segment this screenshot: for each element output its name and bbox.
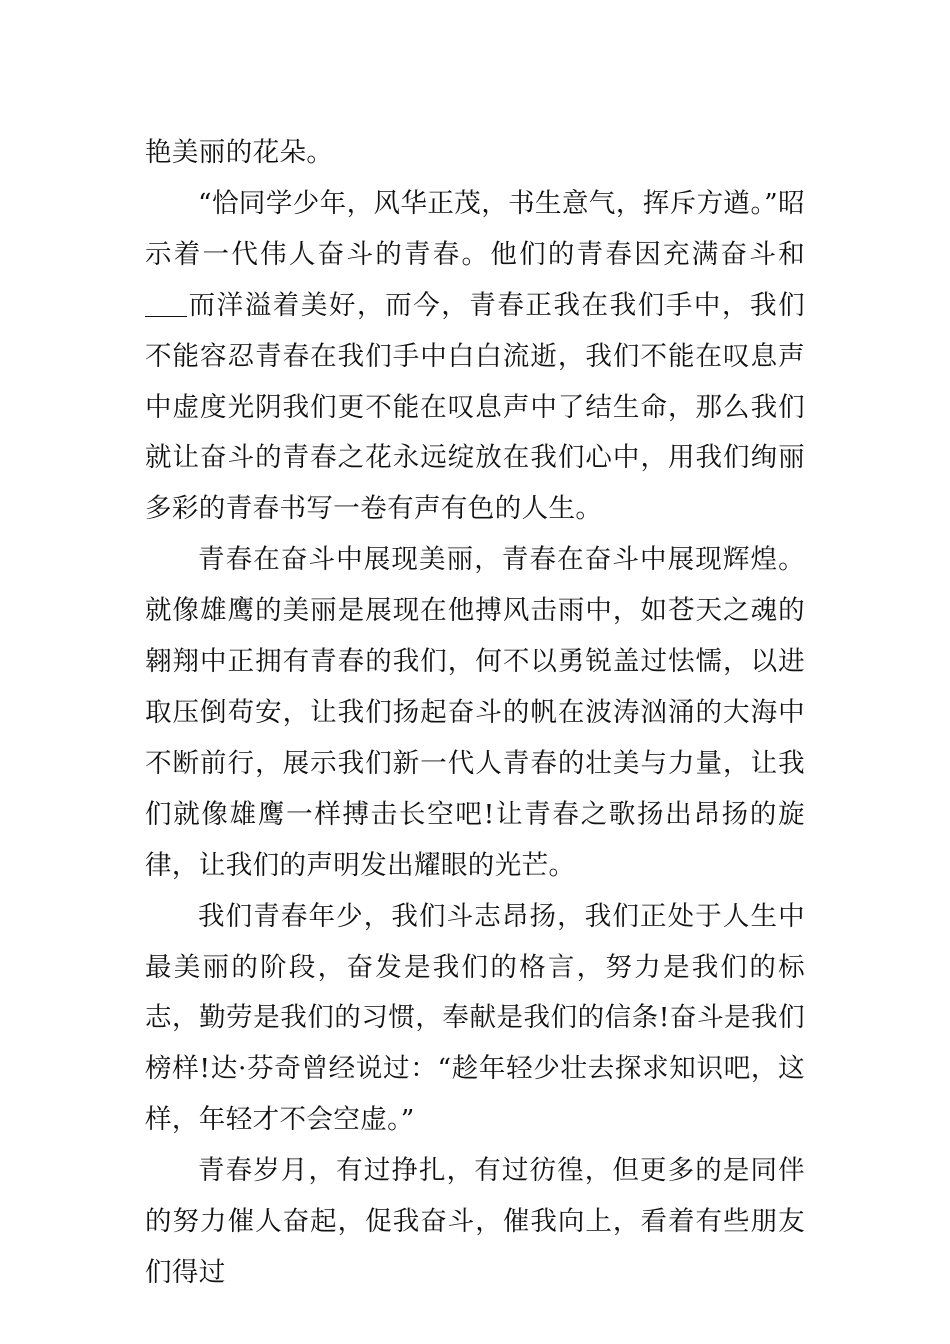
- paragraph-continued: 艳美丽的花朵。: [145, 137, 334, 168]
- paragraph-text-before-blank: “恰同学少年，风华正茂，书生意气，挥斥方遒。”昭示着一代伟人奋斗的青春。他们的青春因充满奋斗和: [145, 187, 805, 270]
- paragraph-text-after-blank: 而洋溢着美好，而今，青春正我在我们手中，我们不能容忍青春在我们手中白白流逝，我们不能在叹息声中虚度光阴我们更不能在叹息声中了结生命，那么我们就让奋斗的青春之花永远绽放在我们心中，用我们绚丽多彩的青春书写一卷有声有色的人生。: [145, 289, 805, 525]
- fill-in-blank: [145, 289, 187, 317]
- paragraph-youth-quote: [145, 179, 805, 535]
- paragraph-young-spirit: 我们青春年少，我们斗志昂扬，我们正处于人生中最美丽的阶段，奋发是我们的格言，努力是我们的标志，勤劳是我们的习惯，奉献是我们的信条!奋斗是我们榜样!达·芬奇曾经说过：“趁年轻少壮去探求知识吧，这样，年轻才不会空虚。”: [145, 900, 805, 1136]
- document-page: [145, 128, 805, 1299]
- paragraph-eagle: 青春在奋斗中展现美丽，青春在奋斗中展现辉煌。就像雄鹰的美丽是展现在他搏风击雨中，如苍天之魂的翱翔中正拥有青春的我们，何不以勇锐盖过怯懦，以进取压倒苟安，让我们扬起奋斗的帆在波涛汹涌的大海中不断前行，展示我们新一代人青春的壮美与力量，让我们就像雄鹰一样搏击长空吧!让青春之歌扬出昂扬的旋律，让我们的声明发出耀眼的光芒。: [145, 544, 805, 881]
- paragraph-youth-years: 青春岁月，有过挣扎，有过彷徨，但更多的是同伴的努力催人奋起，促我奋斗，催我向上，看着有些朋友们得过: [145, 1155, 805, 1288]
